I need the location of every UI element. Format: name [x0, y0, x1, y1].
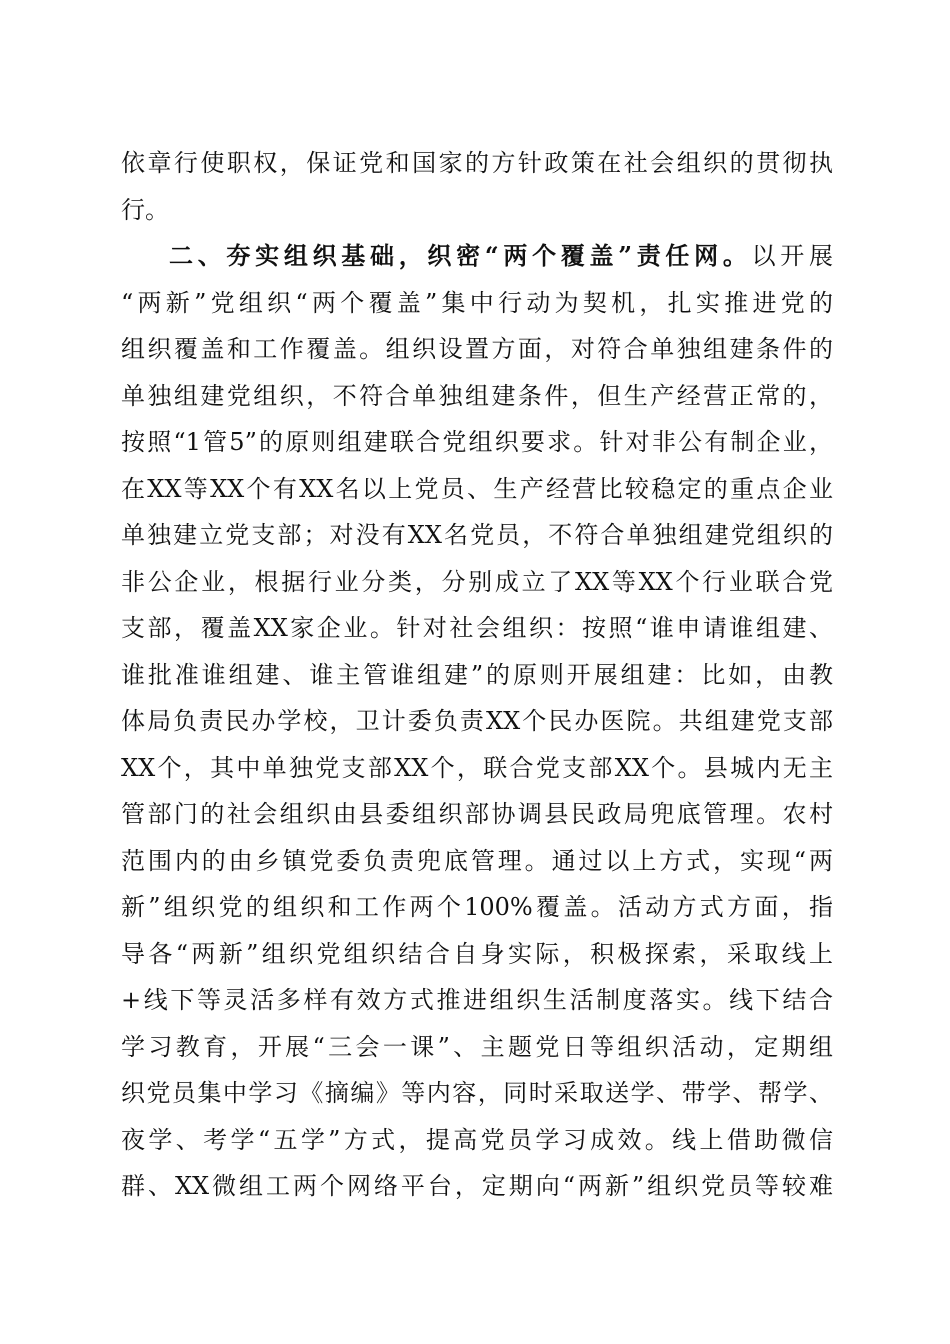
- text-line: 群、XX微组工两个网络平台，定期向“两新”组织党员等较难: [121, 1172, 833, 1200]
- text-line: +线下等灵活多样有效方式推进组织生活制度落实。线下结合: [121, 986, 833, 1014]
- text-line: 行。: [121, 195, 169, 224]
- section-heading: 二、夯实组织基础，织密“两个覆盖”责任网。: [169, 241, 752, 270]
- text-line: 管部门的社会组织由县委组织部协调县民政局兜底管理。农村: [121, 800, 833, 828]
- text-line: 在XX等XX个有XX名以上党员、生产经营比较稳定的重点企业: [121, 474, 833, 503]
- text-line: 学习教育，开展“三会一课”、主题党日等组织活动，定期组: [121, 1032, 833, 1061]
- text-line: XX个，其中单独党支部XX个，联合党支部XX个。县城内无主: [121, 753, 833, 782]
- text-line: 织党员集中学习《摘编》等内容，同时采取送学、带学、帮学、: [121, 1079, 833, 1107]
- text-line: 按照“1管5”的原则组建联合党组织要求。针对非公有制企业，: [121, 428, 833, 456]
- paragraph-continuation: [121, 140, 833, 233]
- text-line: 单独建立党支部；对没有XX名党员，不符合单独组建党组织的: [121, 521, 833, 549]
- text-line: 体局负责民办学校，卫计委负责XX个民办医院。共组建党支部: [121, 707, 833, 735]
- document-body: [121, 140, 833, 1210]
- text-line: 单独组建党组织，不符合单独组建条件，但生产经营正常的，: [121, 381, 833, 410]
- text-line: 夜学、考学“五学”方式，提高党员学习成效。线上借助微信: [121, 1125, 833, 1154]
- text-line: 谁批准谁组建、谁主管谁组建”的原则开展组建：比如，由教: [121, 660, 833, 689]
- text-line: 非公企业，根据行业分类，分别成立了XX等XX个行业联合党: [121, 567, 833, 596]
- text-line: 组织覆盖和工作覆盖。组织设置方面，对符合单独组建条件的: [121, 335, 833, 363]
- text-line: 依章行使职权，保证党和国家的方针政策在社会组织的贯彻执: [121, 149, 833, 177]
- text-line: [121, 233, 833, 280]
- text-line: 范围内的由乡镇党委负责兜底管理。通过以上方式，实现“两: [121, 846, 833, 875]
- text-line: “两新”党组织“两个覆盖”集中行动为契机，扎实推进党的: [121, 288, 833, 317]
- heading-line-rest: 以开展: [751, 242, 834, 270]
- text-line: 支部，覆盖XX家企业。针对社会组织：按照“谁申请谁组建、: [121, 614, 833, 642]
- text-line: 新”组织党的组织和工作两个100%覆盖。活动方式方面，指: [121, 893, 833, 921]
- paragraph-section-two: [121, 233, 833, 1210]
- text-line: 导各“两新”组织党组织结合自身实际，积极探索，采取线上: [121, 939, 833, 968]
